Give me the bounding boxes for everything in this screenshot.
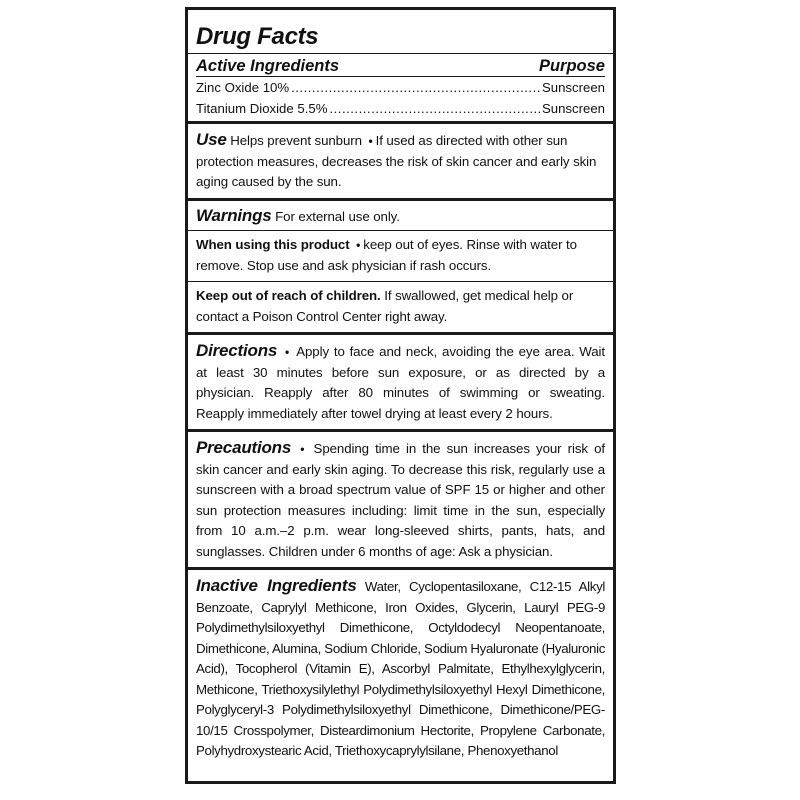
bullet: • (300, 442, 305, 456)
dot-leader (291, 77, 540, 98)
inactive-ingredients-heading: Inactive Ingredients (196, 576, 357, 595)
directions-heading: Directions (196, 341, 278, 360)
purpose-heading: Purpose (538, 57, 605, 75)
ingredient-row (196, 77, 605, 98)
dot-leader (329, 98, 540, 119)
active-ingredients-header (196, 56, 605, 76)
use-section (196, 124, 605, 198)
ingredient-purpose: Sunscreen (541, 101, 605, 116)
use-text-continued: If used as directed with other sun protection measures, decreases the risk of skin cancer and early skin aging caused by the sun. (196, 133, 597, 189)
keep-out-heading: Keep out of reach of children. (196, 288, 381, 303)
ingredient-purpose: Sunscreen (541, 80, 605, 95)
drug-facts-title: Drug Facts (196, 23, 319, 50)
inactive-ingredients-section (196, 570, 605, 767)
ingredient-name: Titanium Dioxide 5.5% (196, 101, 328, 116)
bullet: • (356, 238, 361, 252)
precautions-text: Spending time in the sun increases your risk of skin cancer and early skin aging. To decrease this risk, regularly use a sunscreen with a broad spectrum value of SPF 15 or higher and other sun protection measures including: limit time in the sun, especially from 10 a.m.–2 p.m. wear long-sleeved shirts, pants, hats, and sunglasses. Children under 6 months of age: Ask a physician. (196, 441, 605, 559)
directions-section (196, 335, 605, 429)
precautions-heading: Precautions (196, 438, 292, 457)
ingredient-name: Zinc Oxide 10% (196, 80, 290, 95)
directions-text: Apply to face and neck, avoiding the eye area. Wait at least 30 minutes before sun exposure, or as directed by a physician. Reapply after 80 minutes of swimming or sweating. Reapply immediately after towel drying at least every 2 hours. (196, 344, 605, 421)
warnings-heading: Warnings (196, 205, 272, 225)
use-text: Helps prevent sunburn (230, 133, 362, 148)
warnings-section (196, 201, 605, 231)
keep-out-section (196, 282, 605, 332)
when-using-section (196, 231, 605, 281)
ingredient-row (196, 98, 605, 119)
active-ingredients-section (196, 54, 605, 121)
warnings-text: For external use only. (275, 208, 400, 224)
precautions-section (196, 432, 605, 567)
when-using-heading: When using this product (196, 237, 350, 252)
active-ingredients-heading: Active Ingredients (196, 57, 340, 75)
keep-out-text: If swallowed, get medical help or contact a Poison Control Center right away. (196, 288, 574, 324)
drug-facts-panel (185, 7, 616, 784)
use-heading: Use (196, 130, 227, 149)
inactive-ingredients-text: Water, Cyclopentasiloxane, C12-15 Alkyl Benzoate, Caprylyl Methicone, Iron Oxides, Glycerin, Lauryl PEG-9 Polydimethylsiloxyethyl Dimethicone, Octyldodecyl Neopentanoate, Dimethicone, Alumina, Sodium Chloride, Sodium Hyaluronate (Hyaluronic Acid), Tocopherol (Vitamin E), Ascorbyl Palmitate, Ethylhexylglycerin, Methicone, Triethoxysilylethyl Polydimethylsiloxyethyl Hexyl Dimethicone, Polyglyceryl-3 Polydimethylsiloxyethyl Dimethicone, Dimethicone/PEG-10/15 Crosspolymer, Disteardimonium Hectorite, Propylene Carbonate, Polyhydroxystearic Acid, Triethoxycaprylylsilane, Phenoxyethanol (196, 579, 605, 758)
bullet: • (368, 134, 373, 148)
bullet: • (285, 345, 290, 359)
when-using-text: keep out of eyes. Rinse with water to remove. Stop use and ask physician if rash occurs. (196, 237, 577, 273)
